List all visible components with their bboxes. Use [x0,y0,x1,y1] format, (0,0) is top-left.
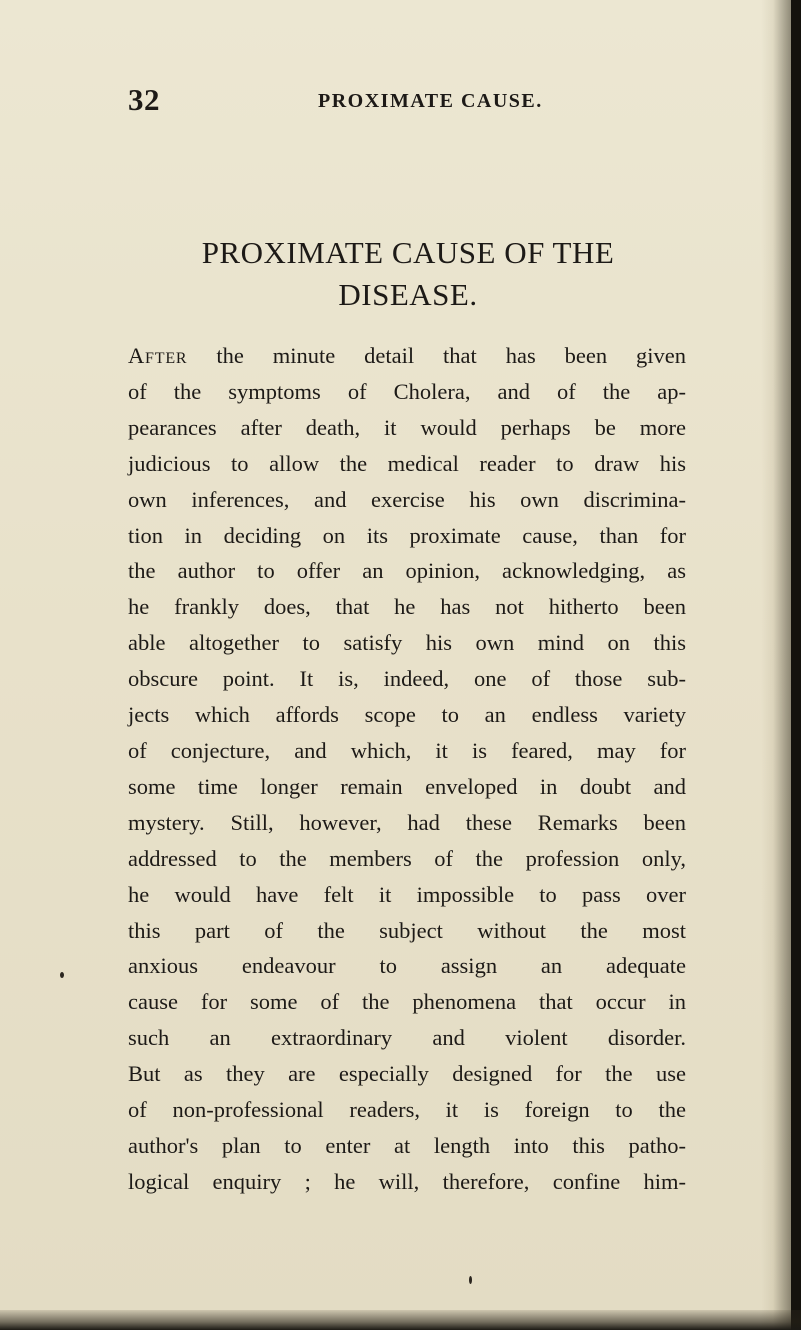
chapter-title [128,232,688,316]
text-line: own inferences, and exercise his own discrimina- [128,486,686,512]
text-line: mystery. Still, however, had these Remarks been [128,809,686,835]
ink-speck [60,972,64,978]
text-line: jects which affords scope to an endless variety [128,702,686,728]
opening-word: After [128,343,188,368]
text-line: able altogether to satisfy his own mind on this [128,630,686,656]
text-line: pearances after death, it would perhaps be more [128,414,686,440]
book-binding-edge [791,0,801,1330]
text-line: he would have felt it impossible to pass over [128,881,686,907]
running-head [128,82,688,122]
text-line: obscure point. It is, indeed, one of those sub- [128,666,686,692]
text-line: cause for some of the phenomena that occur in [128,989,686,1015]
chapter-title-line: DISEASE. [338,277,478,312]
text-line: logical enquiry ; he will, therefore, confine him- [128,1168,686,1194]
text-line: tion in deciding on its proximate cause, than for [128,522,686,548]
text-line: the author to offer an opinion, acknowledging, as [128,558,686,584]
chapter-title-line: PROXIMATE CAUSE OF THE [201,235,615,270]
text-line: judicious to allow the medical reader to draw his [128,450,686,476]
text-line: addressed to the members of the profession only, [128,845,686,871]
ink-speck [469,1276,472,1284]
text-line: of the symptoms of Cholera, and of the ap- [128,378,686,404]
page-bottom-edge [0,1310,801,1330]
text-line: such an extraordinary and violent disorder. [128,1025,686,1051]
text-line: this part of the subject without the most [128,917,686,943]
body-paragraph [128,338,686,1200]
text-line: of conjecture, and which, it is feared, may for [128,737,686,763]
text-line: author's plan to enter at length into this patho- [128,1132,686,1158]
page-number: 32 [128,82,160,117]
text-line: of non-professional readers, it is foreign to the [128,1097,686,1123]
text-line [128,338,686,374]
running-title: PROXIMATE CAUSE. [318,90,543,112]
first-line-text: the minute detail that has been given [216,343,687,368]
text-line: anxious endeavour to assign an adequate [128,953,686,979]
text-line: some time longer remain enveloped in doubt and [128,773,686,799]
text-line: But as they are especially designed for the use [128,1061,686,1087]
text-line: he frankly does, that he has not hitherto been [128,594,686,620]
